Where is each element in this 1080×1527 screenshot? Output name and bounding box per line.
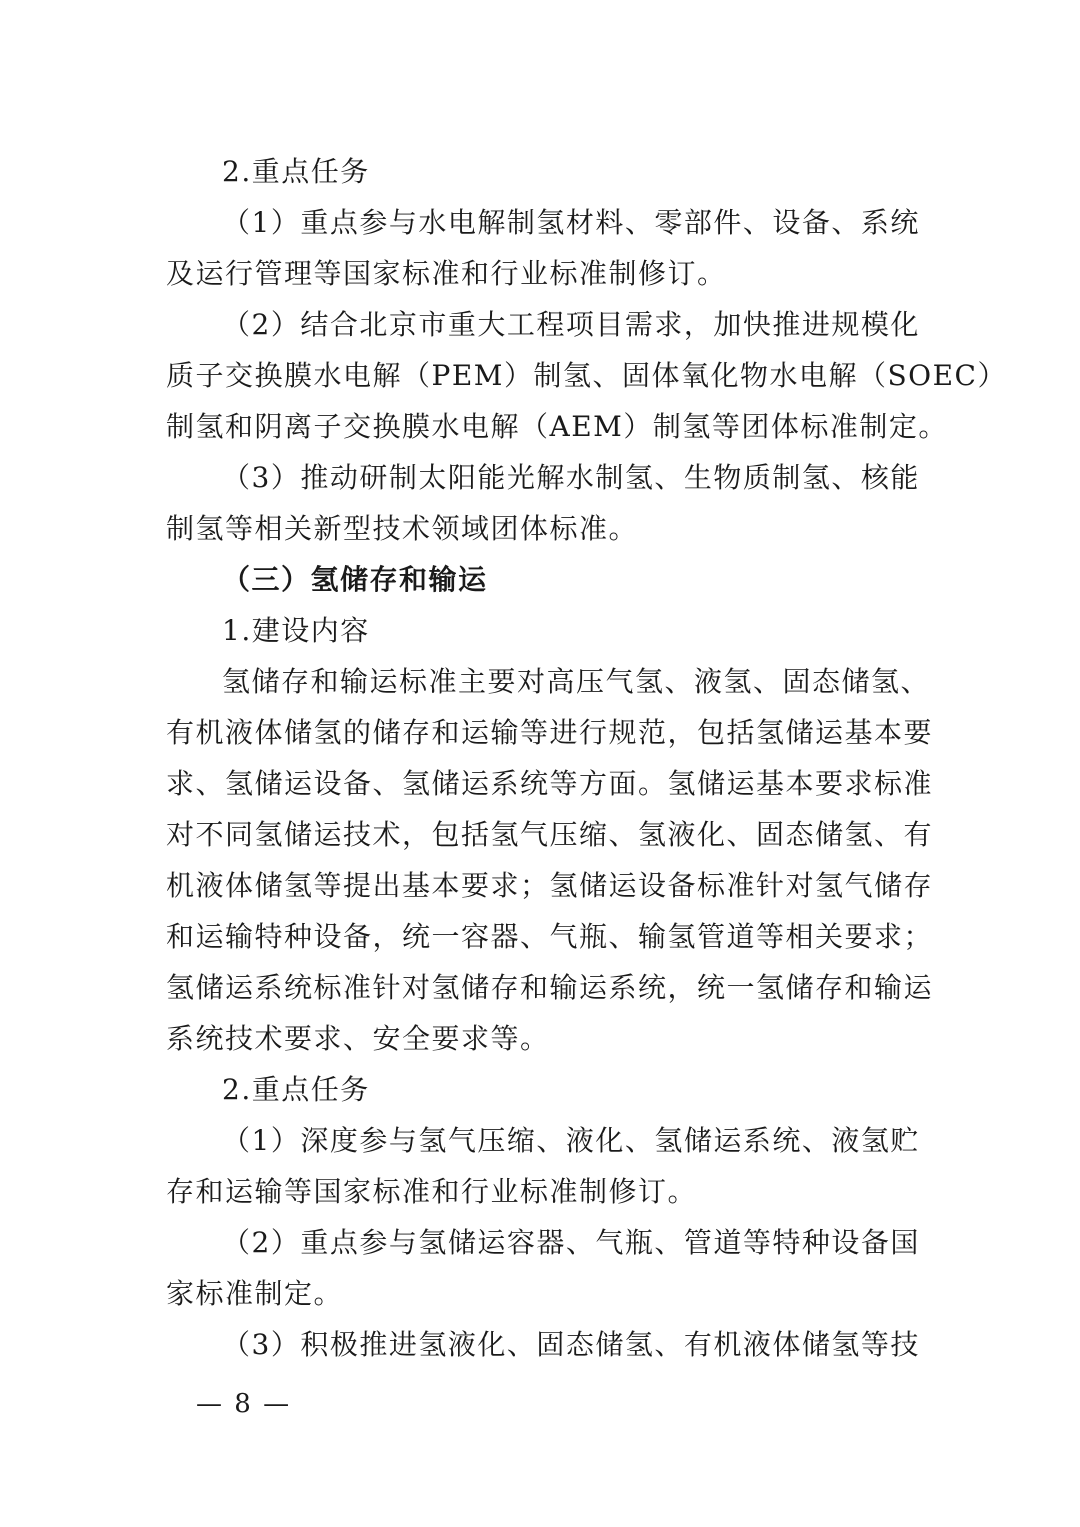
text-line: 制氢和阴离子交换膜水电解（AEM）制氢等团体标准制定。	[166, 410, 948, 443]
text-line: 及运行管理等国家标准和行业标准制修订。	[166, 257, 727, 290]
text-line: （1）重点参与水电解制氢材料、零部件、设备、系统	[222, 206, 920, 239]
text-line: 机液体储氢等提出基本要求；氢储运设备标准针对氢气储存	[166, 869, 934, 902]
section-heading: （三）氢储存和输运	[222, 563, 488, 596]
text-line: （1）深度参与氢气压缩、液化、氢储运系统、液氢贮	[222, 1124, 920, 1157]
text-line: （2）结合北京市重大工程项目需求，加快推进规模化	[222, 308, 920, 341]
document-body	[166, 146, 1007, 1370]
text-line: 2.重点任务	[222, 1073, 370, 1106]
text-line: （3）积极推进氢液化、固态储氢、有机液体储氢等技	[222, 1328, 920, 1361]
page-number: — 8 —	[196, 1389, 292, 1419]
text-line: 家标准制定。	[166, 1277, 344, 1310]
text-line: 系统技术要求、安全要求等。	[166, 1022, 550, 1055]
text-line: 存和运输等国家标准和行业标准制修订。	[166, 1175, 698, 1208]
text-line: 制氢等相关新型技术领域团体标准。	[166, 512, 639, 545]
text-line: 1.建设内容	[222, 614, 370, 647]
text-line: （3）推动研制太阳能光解水制氢、生物质制氢、核能	[222, 461, 920, 494]
text-line: 对不同氢储运技术，包括氢气压缩、氢液化、固态储氢、有	[166, 818, 934, 851]
text-line: （2）重点参与氢储运容器、气瓶、管道等特种设备国	[222, 1226, 920, 1259]
text-line: 氢储存和输运标准主要对高压气氢、液氢、固态储氢、	[222, 665, 931, 698]
text-line: 2.重点任务	[222, 155, 370, 188]
text-line: 质子交换膜水电解（PEM）制氢、固体氧化物水电解（SOEC）	[166, 359, 1007, 392]
text-line: 有机液体储氢的储存和运输等进行规范，包括氢储运基本要	[166, 716, 934, 749]
text-line: 求、氢储运设备、氢储运系统等方面。氢储运基本要求标准	[166, 767, 934, 800]
text-line: 和运输特种设备，统一容器、气瓶、输氢管道等相关要求；	[166, 920, 934, 953]
text-line: 氢储运系统标准针对氢储存和输运系统，统一氢储存和输运	[166, 971, 934, 1004]
